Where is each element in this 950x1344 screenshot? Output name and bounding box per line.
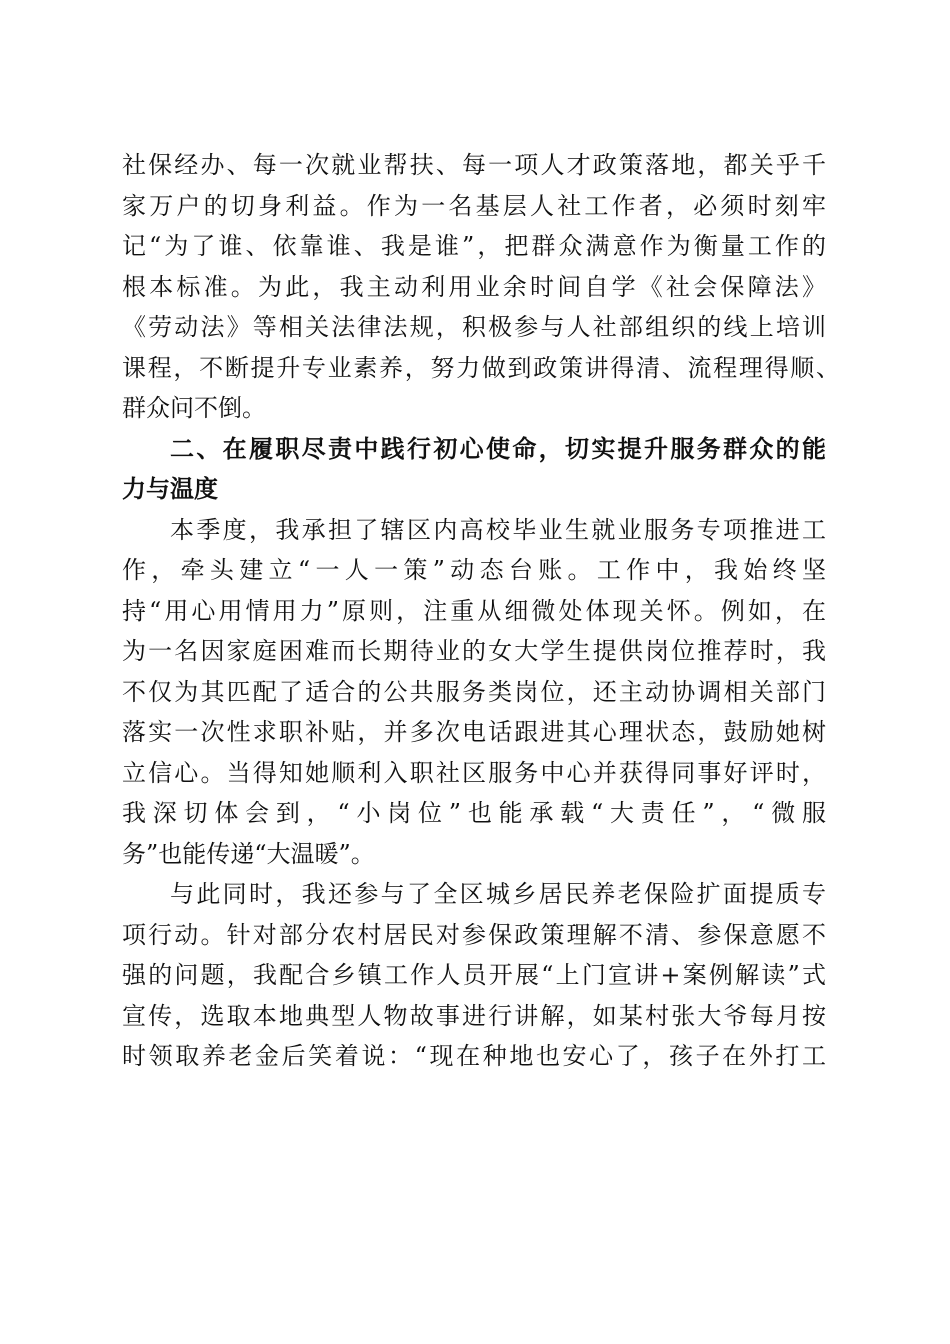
heading-line: 二、在履职尽责中践行初心使命，切实提升服务群众的能 [170, 434, 826, 463]
text-line: 家万户的切身利益。作为一名基层人社工作者，必须时刻牢 [122, 191, 826, 220]
text-line: 根本标准。为此，我主动利用业余时间自学《社会保障法》 [122, 272, 826, 301]
text-line: 持“用心用情用力”原则，注重从细微处体现关怀。例如，在 [122, 596, 826, 625]
heading-line: 力与温度 [122, 475, 218, 503]
paragraph-1 [122, 145, 840, 429]
text-line: 群众问不倒。 [122, 394, 266, 422]
paragraph-3 [122, 874, 826, 1077]
text-line: 与此同时，我还参与了全区城乡居民养老保险扩面提质专 [170, 880, 826, 908]
text-line: 作，牵头建立“一人一策”动态台账。工作中，我始终坚 [122, 556, 826, 584]
text-line: 社保经办、每一次就业帮扶、每一项人才政策落地，都关乎千 [122, 151, 826, 179]
text-line: 不仅为其匹配了适合的公共服务类岗位，还主动协调相关部门 [122, 677, 826, 706]
text-line: 《劳动法》等相关法律法规，积极参与人社部组织的线上培训 [122, 313, 826, 341]
text-line: 为一名因家庭困难而长期待业的女大学生提供岗位推荐时，我 [122, 637, 826, 665]
text-line: 项行动。针对部分农村居民对参保政策理解不清、参保意愿不 [122, 920, 826, 949]
text-line: 强的问题，我配合乡镇工作人员开展“上门宣讲+案例解读”式 [122, 961, 826, 989]
text-line: 记“为了谁、依靠谁、我是谁”，把群众满意作为衡量工作的 [122, 232, 826, 260]
document-body [122, 145, 840, 1077]
text-line: 立信心。当得知她顺利入职社区服务中心并获得同事好评时， [122, 758, 826, 787]
text-line: 时领取养老金后笑着说：“现在种地也安心了，孩子在外打工 [122, 1042, 826, 1070]
text-line: 课程，不断提升专业素养，努力做到政策讲得清、流程理得顺、 [122, 353, 840, 382]
paragraph-2 [122, 510, 826, 875]
text-line: 落实一次性求职补贴，并多次电话跟进其心理状态，鼓励她树 [122, 718, 826, 746]
text-line: 宣传，选取本地典型人物故事进行讲解，如某村张大爷每月按 [122, 1001, 826, 1030]
section-heading-2 [122, 429, 826, 510]
text-line: 务”也能传递“大温暖”。 [122, 839, 375, 868]
text-line: 本季度，我承担了辖区内高校毕业生就业服务专项推进工 [170, 515, 826, 544]
text-line: 我深切体会到，“小岗位”也能承载“大责任”，“微服 [122, 799, 826, 827]
